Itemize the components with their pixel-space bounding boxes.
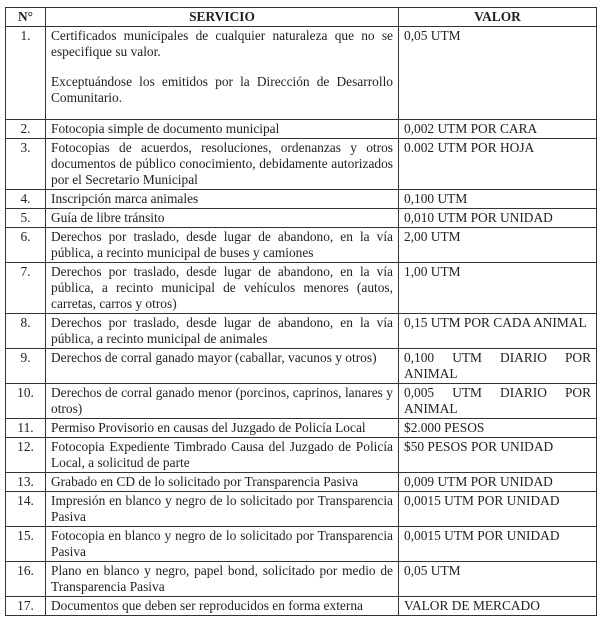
row-value: 0,05 UTM <box>399 562 597 597</box>
row-num: 1. <box>6 27 46 120</box>
row-value: 0,010 UTM POR UNIDAD <box>399 209 597 228</box>
row-service: Documentos que deben ser reproducidos en forma externa <box>46 597 399 616</box>
table-header-row <box>6 8 597 27</box>
table-row <box>6 349 597 384</box>
row-service: Derechos de corral ganado mayor (caballar, vacunos y otros) <box>46 349 399 384</box>
row-value: $50 PESOS POR UNIDAD <box>399 438 597 473</box>
row-num: 17. <box>6 597 46 616</box>
row-num: 11. <box>6 419 46 438</box>
row-service <box>46 27 399 120</box>
row-value: 0,0015 UTM POR UNIDAD <box>399 492 597 527</box>
header-num: N° <box>6 8 46 27</box>
row-service: Derechos por traslado, desde lugar de abandono, en la vía pública, a recinto municipal de animales <box>46 314 399 349</box>
row-num: 7. <box>6 263 46 314</box>
row-value: 0,002 UTM POR CARA <box>399 120 597 139</box>
row-num: 3. <box>6 139 46 190</box>
row-service: Plano en blanco y negro, papel bond, solicitado por medio de Transparencia Pasiva <box>46 562 399 597</box>
table-row <box>6 190 597 209</box>
table-row <box>6 384 597 419</box>
row-value: 0,005 UTM DIARIO POR ANIMAL <box>399 384 597 419</box>
table-row <box>6 527 597 562</box>
header-value: VALOR <box>399 8 597 27</box>
row-num: 9. <box>6 349 46 384</box>
row-value: 0,100 UTM <box>399 190 597 209</box>
row-num: 14. <box>6 492 46 527</box>
fee-table <box>5 7 597 616</box>
table-row <box>6 263 597 314</box>
table-row <box>6 492 597 527</box>
table-row <box>6 473 597 492</box>
row-num: 16. <box>6 562 46 597</box>
row-num: 13. <box>6 473 46 492</box>
row-value: 0,05 UTM <box>399 27 597 120</box>
table-row <box>6 120 597 139</box>
row-service: Fotocopia Expediente Timbrado Causa del Juzgado de Policía Local, a solicitud de parte <box>46 438 399 473</box>
row-service: Fotocopias de acuerdos, resoluciones, ordenanzas y otros documentos de público conocimiento, debidamente autorizados por el Secretario Municipal <box>46 139 399 190</box>
row-service-text: Certificados municipales de cualquier naturaleza que no se especifique su valor. <box>51 28 393 59</box>
row-value: $2.000 PESOS <box>399 419 597 438</box>
row-num: 15. <box>6 527 46 562</box>
table-row <box>6 438 597 473</box>
row-service: Derechos por traslado, desde lugar de abandono, en la vía pública, a recinto municipal de buses y camiones <box>46 228 399 263</box>
row-num: 12. <box>6 438 46 473</box>
table-row <box>6 419 597 438</box>
row-service: Guía de libre tránsito <box>46 209 399 228</box>
row-num: 8. <box>6 314 46 349</box>
row-num: 4. <box>6 190 46 209</box>
row-value: 0,009 UTM POR UNIDAD <box>399 473 597 492</box>
table-row <box>6 139 597 190</box>
table-row <box>6 597 597 616</box>
row-service: Derechos por traslado, desde lugar de abandono, en la vía pública, a recinto municipal de vehículos menores (autos, carretas, carros y otros) <box>46 263 399 314</box>
row-value: VALOR DE MERCADO <box>399 597 597 616</box>
row-service: Grabado en CD de lo solicitado por Transparencia Pasiva <box>46 473 399 492</box>
row-value: 0,15 UTM POR CADA ANIMAL <box>399 314 597 349</box>
row-num: 10. <box>6 384 46 419</box>
header-service: SERVICIO <box>46 8 399 27</box>
row-value: 0,0015 UTM POR UNIDAD <box>399 527 597 562</box>
table-row <box>6 27 597 120</box>
row-value: 0,100 UTM DIARIO POR ANIMAL <box>399 349 597 384</box>
row-value: 0.002 UTM POR HOJA <box>399 139 597 190</box>
row-service-note: Exceptuándose los emitidos por la Dirección de Desarrollo Comunitario. <box>51 74 393 105</box>
row-service: Fotocopia en blanco y negro de lo solicitado por Transparencia Pasiva <box>46 527 399 562</box>
row-service: Inscripción marca animales <box>46 190 399 209</box>
row-value: 2,00 UTM <box>399 228 597 263</box>
table-row <box>6 314 597 349</box>
row-num: 5. <box>6 209 46 228</box>
row-num: 6. <box>6 228 46 263</box>
row-service: Derechos de corral ganado menor (porcinos, caprinos, lanares y otros) <box>46 384 399 419</box>
row-service: Permiso Provisorio en causas del Juzgado de Policía Local <box>46 419 399 438</box>
table-row <box>6 228 597 263</box>
table-row <box>6 209 597 228</box>
row-value: 1,00 UTM <box>399 263 597 314</box>
row-service: Impresión en blanco y negro de lo solicitado por Transparencia Pasiva <box>46 492 399 527</box>
row-service: Fotocopia simple de documento municipal <box>46 120 399 139</box>
row-num: 2. <box>6 120 46 139</box>
table-row <box>6 562 597 597</box>
